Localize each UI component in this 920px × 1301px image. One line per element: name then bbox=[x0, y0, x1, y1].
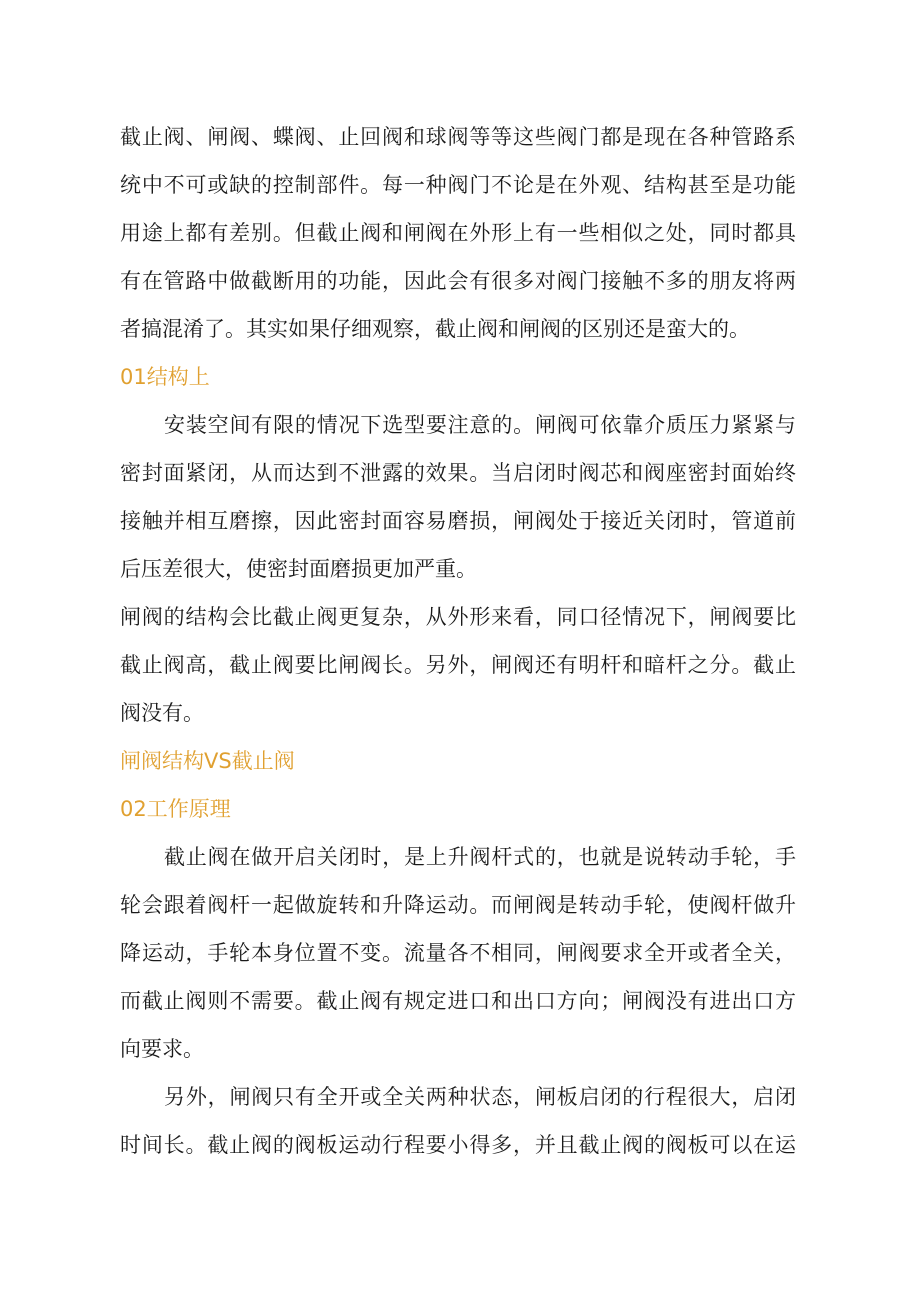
paragraph-line: 轮会跟着阀杆一起做旋转和升降运动。而闸阀是转动手轮，使阀杆做升 bbox=[120, 893, 796, 917]
paragraph-line: 截止阀、闸阀、蝶阀、止回阀和球阀等等这些阀门都是现在各种管路系 bbox=[120, 125, 796, 149]
paragraph bbox=[120, 1073, 796, 1169]
paragraph-line: 降运动，手轮本身位置不变。流量各不相同，闸阀要求全开或者全关， bbox=[120, 941, 796, 965]
paragraph-line: 时间长。截止阀的阀板运动行程要小得多，并且截止阀的阀板可以在运 bbox=[120, 1133, 796, 1157]
paragraph-line: 而截止阀则不需要。截止阀有规定进口和出口方向；闸阀没有进出口方 bbox=[120, 989, 796, 1013]
section-heading: 闸阀结构VS截止阀 bbox=[120, 749, 295, 773]
paragraph-line: 截止阀高，截止阀要比闸阀长。另外，闸阀还有明杆和暗杆之分。截止 bbox=[120, 653, 796, 677]
paragraph bbox=[120, 833, 796, 1073]
section-heading: 02工作原理 bbox=[120, 797, 231, 821]
paragraph bbox=[120, 401, 796, 593]
document-body bbox=[120, 113, 796, 1169]
paragraph-line: 有在管路中做截断用的功能，因此会有很多对阀门接触不多的朋友将两 bbox=[120, 269, 796, 293]
paragraph-line: 闸阀的结构会比截止阀更复杂，从外形来看，同口径情况下，闸阀要比 bbox=[120, 605, 796, 629]
section-heading: 01结构上 bbox=[120, 365, 210, 389]
paragraph-line: 者搞混淆了。其实如果仔细观察，截止阀和闸阀的区别还是蛮大的。 bbox=[120, 317, 750, 341]
paragraph-line: 另外，闸阀只有全开或全关两种状态，闸板启闭的行程很大，启闭 bbox=[164, 1085, 796, 1109]
paragraph-line: 密封面紧闭，从而达到不泄露的效果。当启闭时阀芯和阀座密封面始终 bbox=[120, 461, 796, 485]
paragraph-line: 向要求。 bbox=[120, 1037, 204, 1061]
paragraph bbox=[120, 113, 796, 353]
paragraph-line: 阀没有。 bbox=[120, 701, 204, 725]
paragraph-line: 用途上都有差别。但截止阀和闸阀在外形上有一些相似之处，同时都具 bbox=[120, 221, 796, 245]
paragraph-line: 截止阀在做开启关闭时，是上升阀杆式的，也就是说转动手轮，手 bbox=[164, 845, 796, 869]
paragraph-line: 后压差很大，使密封面磨损更加严重。 bbox=[120, 557, 477, 581]
paragraph bbox=[120, 593, 796, 737]
paragraph-line: 接触并相互磨擦，因此密封面容易磨损，闸阀处于接近关闭时，管道前 bbox=[120, 509, 796, 533]
paragraph-line: 统中不可或缺的控制部件。每一种阀门不论是在外观、结构甚至是功能 bbox=[120, 173, 796, 197]
paragraph-line: 安装空间有限的情况下选型要注意的。闸阀可依靠介质压力紧紧与 bbox=[164, 413, 796, 437]
